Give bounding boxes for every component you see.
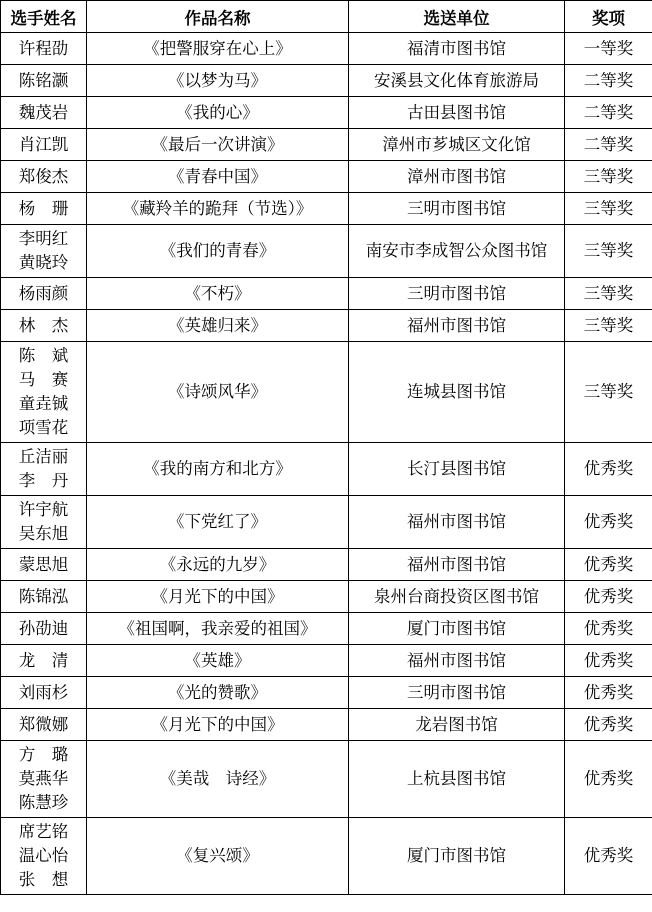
table-row [1,741,652,818]
table-row [1,709,652,741]
award-cell: 优秀奖 [565,741,652,818]
award-cell: 优秀奖 [565,443,652,496]
work-title-cell: 《把警服穿在心上》 [87,33,349,65]
contestant-name: 马 赛 [18,370,69,389]
award-cell: 优秀奖 [565,496,652,549]
table-body [1,33,652,895]
contestant-name: 陈 斌 [18,346,69,365]
contestant-name: 席艺铭 [18,822,69,841]
award-cell: 二等奖 [565,65,652,97]
work-title-cell: 《永远的九岁》 [87,549,349,581]
contestant-name: 温心怡 [18,846,69,865]
contestant-name: 项雪花 [18,418,69,437]
work-title-cell: 《青春中国》 [87,161,349,193]
work-title-cell: 《下党红了》 [87,496,349,549]
submitting-unit-cell: 南安市李成智公众图书馆 [349,225,565,278]
contestant-name: 张 想 [18,870,69,889]
submitting-unit-cell: 漳州市芗城区文化馆 [349,129,565,161]
submitting-unit-cell: 福州市图书馆 [349,549,565,581]
contestant-name: 吴东旭 [18,524,69,543]
table-row [1,613,652,645]
contestant-names-cell [1,613,87,645]
header-contestant-name: 选手姓名 [1,1,87,33]
contestant-name: 丘洁丽 [18,447,69,466]
contestant-names-cell [1,129,87,161]
award-cell: 三等奖 [565,161,652,193]
submitting-unit-cell: 三明市图书馆 [349,278,565,310]
contestant-name: 许宇航 [18,500,69,519]
award-cell: 优秀奖 [565,613,652,645]
award-cell: 优秀奖 [565,645,652,677]
award-cell: 二等奖 [565,97,652,129]
contestant-names-cell [1,310,87,342]
contestant-name: 刘雨杉 [18,682,69,702]
contestant-names-cell [1,193,87,225]
award-cell: 优秀奖 [565,581,652,613]
submitting-unit-cell: 福州市图书馆 [349,645,565,677]
award-cell: 一等奖 [565,33,652,65]
contestant-name: 方 璐 [18,745,69,764]
award-cell: 三等奖 [565,342,652,443]
contestant-names-cell [1,33,87,65]
award-cell: 三等奖 [565,193,652,225]
submitting-unit-cell: 三明市图书馆 [349,193,565,225]
work-title-cell: 《藏羚羊的跪拜（节选）》 [87,193,349,225]
contestant-names-cell [1,443,87,496]
table-row [1,549,652,581]
contestant-names-cell [1,278,87,310]
contestant-names-cell [1,709,87,741]
work-title-cell: 《不朽》 [87,278,349,310]
submitting-unit-cell: 福清市图书馆 [349,33,565,65]
work-title-cell: 《美哉 诗经》 [87,741,349,818]
contestant-names-cell [1,342,87,443]
table-row [1,97,652,129]
contestant-names-cell [1,496,87,549]
header-work-title: 作品名称 [87,1,349,33]
submitting-unit-cell: 安溪县文化体育旅游局 [349,65,565,97]
work-title-cell: 《英雄归来》 [87,310,349,342]
submitting-unit-cell: 古田县图书馆 [349,97,565,129]
header-submitting-unit: 选送单位 [349,1,565,33]
contestant-names-cell [1,97,87,129]
work-title-cell: 《复兴颂》 [87,818,349,895]
work-title-cell: 《月光下的中国》 [87,709,349,741]
submitting-unit-cell: 福州市图书馆 [349,310,565,342]
submitting-unit-cell: 厦门市图书馆 [349,818,565,895]
work-title-cell: 《我的心》 [87,97,349,129]
submitting-unit-cell: 三明市图书馆 [349,677,565,709]
work-title-cell: 《诗颂风华》 [87,342,349,443]
submitting-unit-cell: 泉州台商投资区图书馆 [349,581,565,613]
work-title-cell: 《月光下的中国》 [87,581,349,613]
contestant-name: 莫燕华 [18,769,69,788]
contestant-names-cell [1,549,87,581]
submitting-unit-cell: 连城县图书馆 [349,342,565,443]
contestant-names-cell [1,225,87,278]
work-title-cell: 《我们的青春》 [87,225,349,278]
table-row [1,278,652,310]
contestant-name: 陈锦泓 [18,586,69,606]
contestant-name: 魏茂岩 [18,102,69,122]
work-title-cell: 《光的赞歌》 [87,677,349,709]
table-row [1,161,652,193]
contestant-name: 童垚铖 [18,394,69,413]
header-award: 奖项 [565,1,652,33]
award-cell: 优秀奖 [565,677,652,709]
contestant-name: 陈铭灏 [18,70,69,90]
table-row [1,443,652,496]
work-title-cell: 《最后一次讲演》 [87,129,349,161]
award-cell: 三等奖 [565,278,652,310]
contestant-names-cell [1,818,87,895]
header-row [1,1,652,33]
submitting-unit-cell: 漳州市图书馆 [349,161,565,193]
table-row [1,225,652,278]
contestant-name: 许程劭 [18,38,69,58]
contestant-name: 郑俊杰 [18,166,69,186]
contestant-names-cell [1,677,87,709]
table-row [1,33,652,65]
contestant-name: 龙 清 [18,650,69,670]
award-cell: 优秀奖 [565,549,652,581]
contestant-names-cell [1,161,87,193]
contestant-name: 陈慧珍 [18,793,69,812]
table-row [1,310,652,342]
submitting-unit-cell: 福州市图书馆 [349,496,565,549]
table-row [1,65,652,97]
submitting-unit-cell: 厦门市图书馆 [349,613,565,645]
contestant-name: 孙劭迪 [18,618,69,638]
contestant-names-cell [1,741,87,818]
contestant-name: 李 丹 [18,471,69,490]
award-cell: 二等奖 [565,129,652,161]
contestant-name: 杨 珊 [18,198,69,218]
table-row [1,645,652,677]
award-cell: 优秀奖 [565,709,652,741]
work-title-cell: 《祖国啊，我亲爱的祖国》 [87,613,349,645]
table-row [1,193,652,225]
submitting-unit-cell: 龙岩图书馆 [349,709,565,741]
contestant-name: 杨雨颜 [18,283,69,303]
work-title-cell: 《我的南方和北方》 [87,443,349,496]
contestant-name: 李明红 [18,229,69,248]
contestant-name: 肖江凯 [18,134,69,154]
contestant-name: 郑微娜 [18,714,69,734]
contestant-name: 黄晓玲 [18,253,69,272]
contestant-names-cell [1,65,87,97]
table-row [1,818,652,895]
work-title-cell: 《英雄》 [87,645,349,677]
table-row [1,496,652,549]
table-row [1,581,652,613]
table-row [1,677,652,709]
contestant-name: 林 杰 [18,315,69,335]
table-row [1,129,652,161]
award-cell: 优秀奖 [565,818,652,895]
submitting-unit-cell: 长汀县图书馆 [349,443,565,496]
award-cell: 三等奖 [565,225,652,278]
contestant-name: 蒙思旭 [18,554,69,574]
contestant-names-cell [1,581,87,613]
contestant-names-cell [1,645,87,677]
award-cell: 三等奖 [565,310,652,342]
table-row [1,342,652,443]
submitting-unit-cell: 上杭县图书馆 [349,741,565,818]
work-title-cell: 《以梦为马》 [87,65,349,97]
